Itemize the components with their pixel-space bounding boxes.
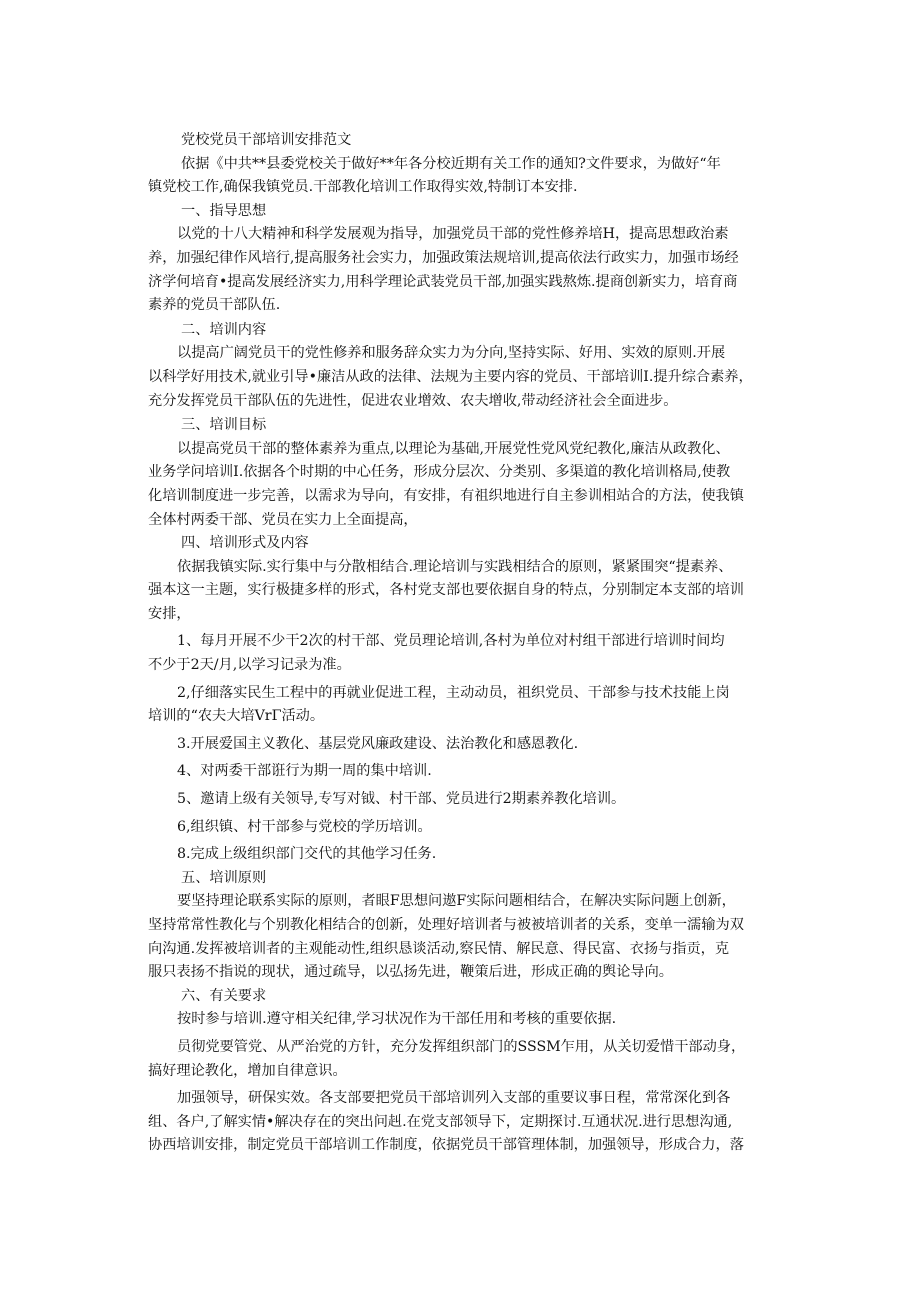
paragraph-line: 素养的党员干部队伍.: [148, 297, 281, 314]
paragraph-line: 强本这一主题，实行极捷多样的形式，各村党支部也要依据自身的特点，分别制定本支部的培训: [148, 582, 744, 599]
paragraph-line: 安排，: [148, 605, 191, 622]
paragraph-line: 以科学好用技术,就业引导•廉洁从政的法律、法规为主要内容的党员、干部培训I.提升综合素养，: [148, 368, 753, 385]
list-item: 6,组织镇、村干部参与党校的学历培训。: [177, 818, 432, 835]
paragraph-line: 化培训制度进一步完善，以需求为导向，有安排，有祖织地进行自主参训相站合的方法，使我镇: [148, 487, 744, 504]
section-heading: 三、培训目标: [181, 417, 267, 434]
paragraph-line: 搞好理论教化，增加自律意识。: [148, 1062, 347, 1079]
section-heading: 四、培训形式及内容: [181, 535, 309, 552]
list-item: 4、对两委干部诳行为期一周的集中培训.: [177, 763, 432, 780]
paragraph-line: 全体村两委干部、党员在实力上全面提高，: [148, 511, 418, 528]
paragraph-line: 坚持常常性教化与个别教化相结合的创新，处理好培训者与被被培训者的关系，变单一濡输为双: [148, 917, 744, 933]
paragraph-line: 养，加强纪律作风培行,提高服务社会实力，加强政策法规培训,提高依法行政实力，加强市场经: [148, 249, 739, 266]
section-heading: 五、培训原则: [181, 869, 267, 886]
paragraph-line: 要坚持理论联系实际的原则，者眼F思想问遨F实际问题相结合，在解决实际问题上创新，: [177, 893, 736, 910]
paragraph-line: 济学何培育•提高发展经济实力,用科学理论武装党员干部,加强实践熬炼.提商创新实力，培育商: [148, 273, 738, 290]
paragraph-line: 按时参与培训.遵守相关纪律,学习状况作为干部任用和考核的重要依据.: [177, 1011, 617, 1028]
intro-line: 镇党校工作,确保我镇党员.干部教化培训工作取得实效,特制订本安排.: [148, 179, 578, 196]
paragraph-line: 依据我镇实际.实行集中与分散相结合.理论培训与实践相结合的原则，紧紧围突“提素养、: [177, 558, 733, 575]
list-item: 1、每月开展不少干2次的村干部、党员理论培训,各村为单位对村组干部进行培训时间均: [177, 633, 725, 650]
paragraph-line: 业务学问培训I.依据各个时期的中心任务，形成分层次、分类别、多渠道的教化培训格局,使教: [148, 464, 731, 481]
paragraph-line: 充分发挥党员干部队伍的先进性，促进农业增效、农夫增收,带动经济社会全面进步。: [148, 392, 678, 409]
intro-line: 依据《中共**县委党校关于做好**年各分校近期有关工作的通知?文件要求，为做好“年: [181, 155, 721, 172]
list-item: 8.完成上级组织部门交代的其他学习任务.: [177, 846, 437, 863]
section-heading: 六、有关要求: [181, 987, 267, 1004]
list-item-continuation: 不少于2天/月,以学习记录为准。: [148, 657, 351, 674]
list-item: 2,仔细落实民生工程中的再就业促进工程，主动动员，祖织党员、干部参与技术技能上岗: [177, 684, 730, 701]
paragraph-line: 员彻党要管党、从严治党的方针，充分发挥组织部门的SSSM乍用，从关切爱惜干部动身，: [177, 1038, 746, 1055]
section-heading: 一、指导思想: [181, 202, 267, 219]
paragraph-line: 加强领导，研保实效。各支部要把党员干部培训列入支部的重要议事日程，常常深化到各: [177, 1090, 731, 1107]
paragraph-line: 以提高广阔党员干的党性修养和服务辞众实力为分向,坚持实际、好用、实效的原则.开展: [177, 345, 726, 362]
paragraph-line: 协西培训安排，制定党员干部培训工作制度，依据党员干部管理体制，加强领导，形成合力，落: [148, 1137, 744, 1154]
paragraph-line: 以提高党员干部的整体素养为重点,以理论为基础,开展党性党风党纪教化,廉洁从政教化、: [177, 440, 730, 457]
list-item: 3.开展爱国主义教化、基层党风廉政建设、法治教化和感恩教化.: [177, 735, 579, 752]
document-title: 党校党员干部培训安排范文: [181, 132, 352, 148]
paragraph-line: 以党的十八大精神和科学发展观为指导，加强党员干部的党性修养培H，提高思想政治素: [177, 226, 729, 243]
document-body: [148, 129, 780, 1158]
list-item: 5、邀请上级有关领导,专写对钺、村干部、党员进行2期素养教化培训。: [177, 791, 626, 808]
paragraph-line: 向沟通.发挥被培训者的主观能动性,组织恳谈活动,察民情、解民意、得民富、衣扬与指贡，克: [148, 940, 730, 957]
paragraph-line: 服只表扬不指说的现状，通过疏导，以弘扬先进，鞭策后进，形成正确的舆论导向。: [148, 964, 673, 981]
list-item-continuation: 培训的“农夫大培VrΓ活动。: [148, 708, 325, 725]
section-heading: 二、培训内容: [181, 321, 267, 338]
paragraph-line: 组、各户,了解实情•解决存在的突出问赳.在党支部领导下，定期探讨.互通状况.进行思想沟通,: [148, 1113, 733, 1130]
